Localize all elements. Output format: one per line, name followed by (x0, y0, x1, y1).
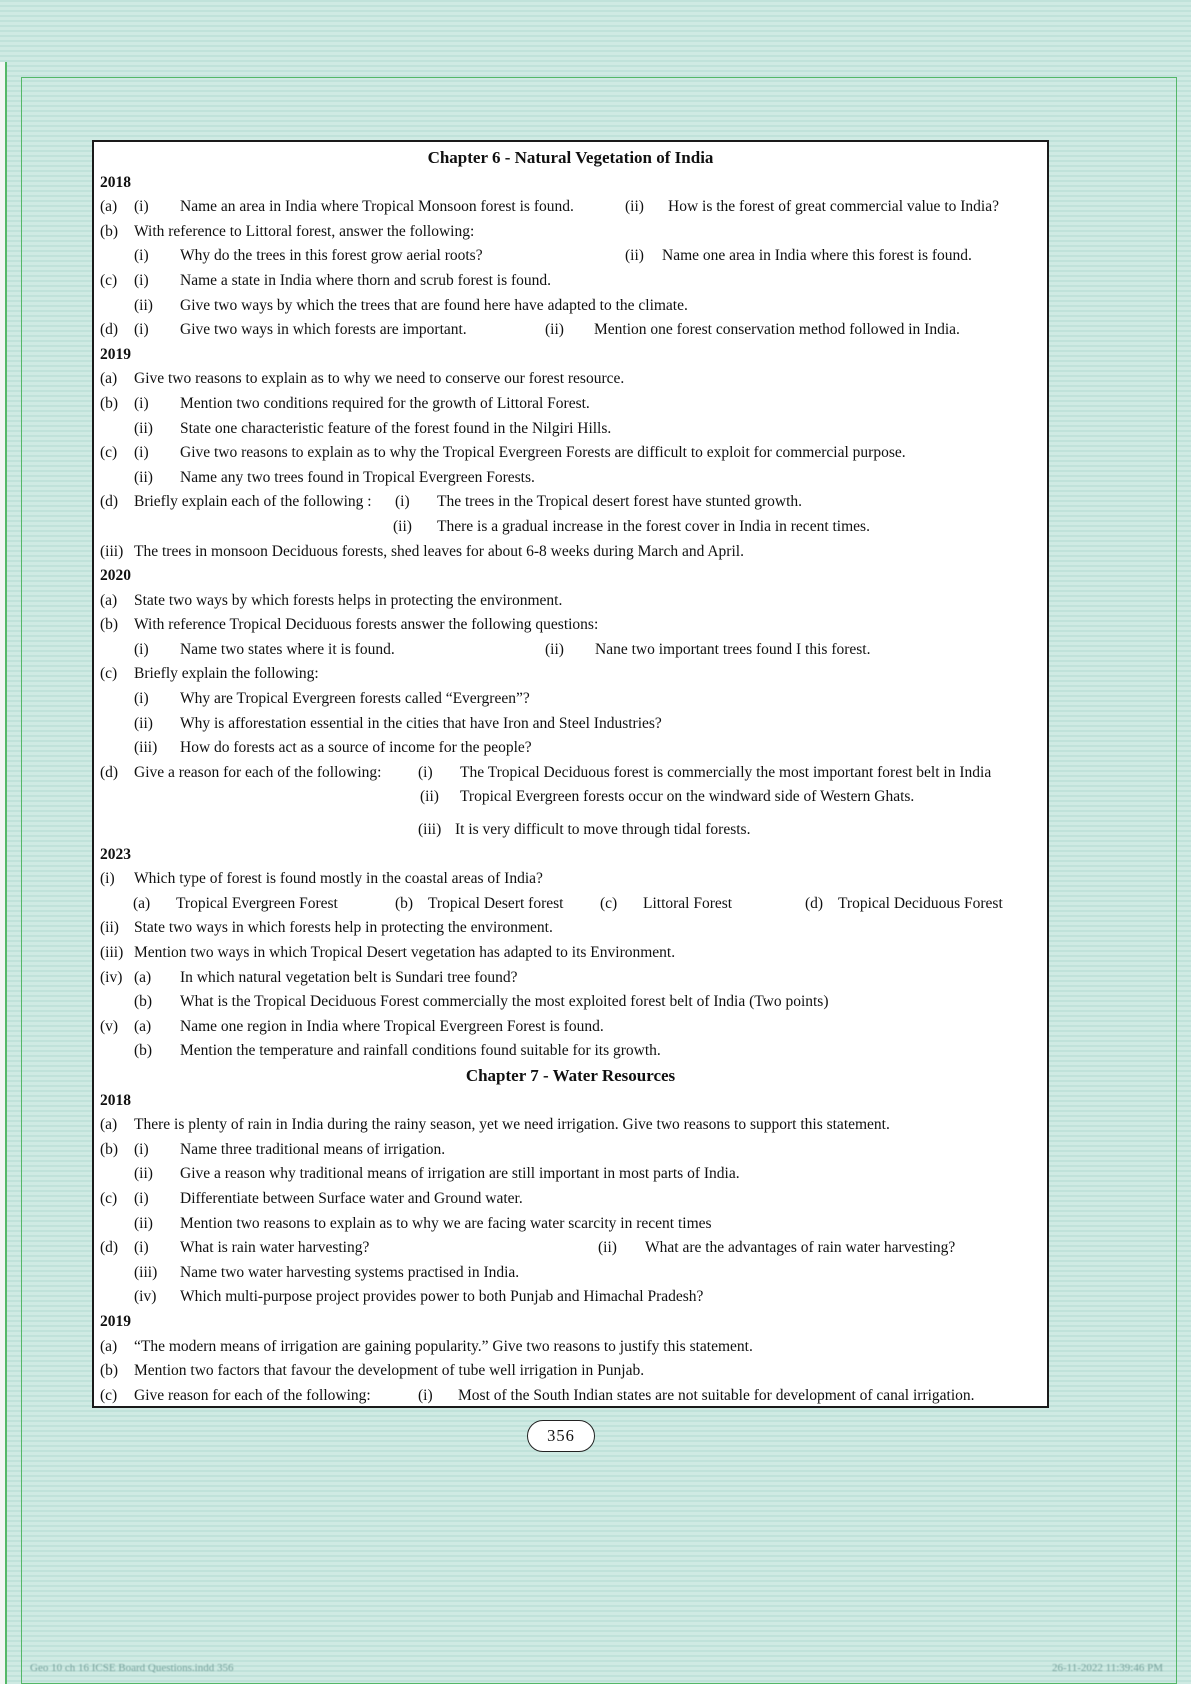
text-segment: Why is afforestation essential in the cities that have Iron and Steel Industries? (180, 714, 662, 732)
text-segment: (iii) (418, 821, 442, 839)
text-segment: Which type of forest is found mostly in the coastal areas of India? (134, 870, 543, 888)
question-line (94, 662, 1047, 687)
page-number: 356 (547, 1426, 575, 1445)
text-segment: (i) (134, 690, 149, 708)
question-line (94, 515, 1047, 540)
question-line (94, 417, 1047, 442)
year-heading: 2019 (100, 1312, 131, 1330)
text-segment: What is rain water harvesting? (180, 1239, 370, 1257)
text-segment: (d) (100, 321, 119, 339)
year-heading: 2020 (100, 567, 131, 585)
question-line (94, 490, 1047, 515)
text-segment: Mention two factors that favour the development of tube well irrigation in Punjab. (134, 1362, 645, 1380)
question-line (94, 294, 1047, 319)
text-segment: (i) (134, 1140, 149, 1158)
footer-filename: Geo 10 ch 16 ICSE Board Questions.indd 356 (30, 1662, 234, 1674)
text-segment: (ii) (625, 247, 644, 265)
text-segment: Give a reason for each of the following: (134, 763, 382, 781)
text-segment: In which natural vegetation belt is Sundari tree found? (180, 968, 518, 986)
question-line (94, 818, 1047, 843)
question-line (94, 1187, 1047, 1212)
question-line (94, 1236, 1047, 1261)
chapter-title: Chapter 7 - Water Resources (465, 1065, 676, 1085)
question-line (94, 990, 1047, 1015)
text-segment: (i) (134, 1189, 149, 1207)
text-segment: Which multi-purpose project provides power to both Punjab and Himachal Pradesh? (180, 1288, 704, 1306)
text-segment: Mention two ways in which Tropical Desert vegetation has adapted to its Environment. (134, 944, 676, 961)
text-segment: How is the forest of great commercial value to India? (668, 198, 999, 216)
question-line (94, 941, 1047, 966)
text-segment: Tropical Evergreen Forest (176, 894, 338, 912)
text-segment: Littoral Forest (643, 894, 733, 912)
scan-left-gutter (0, 62, 7, 1684)
question-line (94, 638, 1047, 663)
question-line (94, 736, 1047, 761)
text-segment: (c) (100, 665, 118, 683)
text-segment: There is plenty of rain in India during the rainy season, yet we need irrigation. Give two reasons to support this statement. (134, 1116, 890, 1134)
text-segment: “The modern means of irrigation are gaining popularity.” Give two reasons to justify this statement. (134, 1337, 753, 1355)
text-segment: Tropical Evergreen forests occur on the windward side of Western Ghats. (460, 788, 915, 806)
text-segment: Name one area in India where this forest is found. (662, 247, 972, 265)
text-segment: (ii) (598, 1239, 617, 1257)
question-line (94, 466, 1047, 491)
question-line (94, 220, 1047, 245)
text-segment: The Tropical Deciduous forest is commercially the most important forest belt in India (460, 763, 992, 781)
chapter-title: Chapter 6 - Natural Vegetation of India (427, 148, 714, 167)
question-line (94, 785, 1047, 810)
text-segment: (ii) (545, 321, 564, 339)
text-segment: (b) (395, 894, 414, 912)
text-segment: (iii) (100, 542, 124, 560)
question-line (94, 441, 1047, 466)
text-segment: Name an area in India where Tropical Monsoon forest is found. (180, 198, 574, 216)
text-segment: (iii) (134, 1263, 158, 1281)
text-segment: Name a state in India where thorn and scrub forest is found. (180, 271, 552, 289)
text-segment: (i) (134, 444, 149, 462)
text-segment: (ii) (134, 419, 153, 437)
text-segment: Name one region in India where Tropical Evergreen Forest is found. (180, 1017, 604, 1035)
text-segment: (a) (100, 1116, 118, 1134)
footer-timestamp: 26-11-2022 11:39:46 PM (1051, 1662, 1163, 1674)
text-segment: (d) (100, 1239, 119, 1257)
text-segment: (i) (100, 870, 115, 888)
text-segment: (a) (100, 591, 118, 609)
text-segment: (b) (100, 222, 119, 240)
question-line (94, 1212, 1047, 1237)
text-segment: (ii) (393, 517, 412, 535)
question-line (94, 916, 1047, 941)
text-segment: (v) (100, 1017, 119, 1035)
text-segment: Mention the temperature and rainfall conditions found suitable for its growth. (180, 1042, 661, 1060)
text-segment: (a) (100, 198, 118, 216)
text-segment: How do forests act as a source of income for the people? (180, 739, 532, 757)
text-segment: It is very difficult to move through tidal forests. (455, 821, 751, 839)
text-segment: Give two ways in which forests are important. (180, 321, 467, 339)
question-line (94, 269, 1047, 294)
question-line (94, 195, 1047, 220)
question-line (94, 1384, 1047, 1409)
text-segment: (iii) (134, 739, 158, 757)
question-line (94, 1113, 1047, 1138)
question-line (94, 687, 1047, 712)
text-segment: State two ways in which forests help in protecting the environment. (134, 919, 553, 937)
text-segment: (i) (418, 1386, 433, 1404)
text-segment: With reference to Littoral forest, answer the following: (134, 222, 475, 240)
text-segment: (a) (134, 968, 152, 986)
content-sheet (92, 140, 1049, 1408)
text-segment: Name two water harvesting systems practised in India. (180, 1263, 520, 1281)
text-segment: (c) (100, 444, 118, 462)
text-segment: (a) (133, 894, 151, 912)
text-segment: (ii) (134, 1165, 153, 1183)
text-segment: Give two reasons to explain as to why the Tropical Evergreen Forests are difficult to exploit for commercial purpose. (180, 444, 906, 462)
text-segment: (c) (100, 1189, 118, 1207)
text-segment: (ii) (134, 468, 153, 486)
question-line (94, 712, 1047, 737)
year-heading: 2023 (100, 845, 131, 863)
text-segment: Name three traditional means of irrigation. (180, 1140, 446, 1158)
text-segment: Give a reason why traditional means of irrigation are still important in most parts of India. (180, 1165, 740, 1183)
text-segment: (c) (100, 271, 118, 289)
text-segment: Tropical Deciduous Forest (838, 894, 1003, 912)
text-segment: (i) (134, 321, 149, 339)
document-lines (94, 142, 1047, 1406)
text-segment: The trees in the Tropical desert forest have stunted growth. (437, 493, 803, 511)
text-segment: (i) (395, 493, 410, 511)
question-line (94, 867, 1047, 892)
text-segment: Name two states where it is found. (180, 640, 395, 658)
question-line (94, 318, 1047, 343)
question-line (94, 540, 1047, 565)
text-segment: State one characteristic feature of the forest found in the Nilgiri Hills. (180, 419, 612, 437)
text-segment: (d) (805, 894, 824, 912)
text-segment: Give reason for each of the following: (134, 1386, 371, 1404)
text-segment: What are the advantages of rain water harvesting? (645, 1239, 956, 1257)
text-segment: Name any two trees found in Tropical Evergreen Forests. (180, 468, 535, 486)
text-segment: State two ways by which forests helps in protecting the environment. (134, 591, 563, 609)
text-segment: (ii) (545, 640, 564, 658)
question-line (94, 1285, 1047, 1310)
text-segment: (c) (600, 894, 618, 912)
text-segment: (b) (134, 993, 153, 1011)
question-line (94, 392, 1047, 417)
text-segment: The trees in monsoon Deciduous forests, shed leaves for about 6-8 weeks during March and April. (134, 542, 744, 560)
text-segment: (i) (134, 640, 149, 658)
text-segment: With reference Tropical Deciduous forests answer the following questions: (134, 616, 599, 634)
text-segment: (ii) (100, 919, 119, 937)
text-segment: Give two ways by which the trees that are found here have adapted to the climate. (180, 296, 688, 314)
text-segment: (i) (134, 247, 149, 265)
text-segment: (d) (100, 763, 119, 781)
text-segment: (i) (134, 198, 149, 216)
question-line (94, 1359, 1047, 1384)
text-segment: (iv) (100, 968, 123, 986)
text-segment: Nane two important trees found I this forest. (595, 640, 871, 658)
text-segment: (ii) (420, 788, 439, 806)
question-line (94, 1138, 1047, 1163)
text-segment: (b) (100, 616, 119, 634)
year-heading: 2018 (100, 173, 131, 191)
question-line (94, 1015, 1047, 1040)
text-segment: (b) (134, 1042, 153, 1060)
text-segment: (b) (100, 1362, 119, 1380)
text-segment: Tropical Desert forest (428, 894, 564, 912)
text-segment: Briefly explain the following: (134, 665, 319, 683)
text-segment: Give two reasons to explain as to why we need to conserve our forest resource. (134, 370, 625, 388)
question-line (94, 589, 1047, 614)
text-segment: (iii) (100, 944, 124, 961)
text-segment: Briefly explain each of the following : (134, 493, 372, 511)
question-line (94, 1335, 1047, 1360)
text-segment: (i) (134, 394, 149, 412)
text-segment: (ii) (134, 296, 153, 314)
question-line (94, 966, 1047, 991)
year-heading: 2018 (100, 1091, 131, 1109)
text-segment: (ii) (134, 714, 153, 732)
text-segment: (a) (100, 1337, 118, 1355)
text-segment: (i) (418, 763, 433, 781)
question-line (94, 367, 1047, 392)
text-segment: Mention two conditions required for the growth of Littoral Forest. (180, 394, 590, 412)
text-segment: Most of the South Indian states are not suitable for development of canal irrigation. (458, 1386, 975, 1404)
text-segment: (iv) (134, 1288, 157, 1306)
text-segment: (i) (134, 1239, 149, 1257)
question-line (94, 1162, 1047, 1187)
question-line (94, 761, 1047, 786)
text-segment: What is the Tropical Deciduous Forest commercially the most exploited forest belt of India (Two points) (180, 993, 829, 1011)
question-line (94, 613, 1047, 638)
text-segment: Why do the trees in this forest grow aerial roots? (180, 247, 483, 265)
text-segment: (b) (100, 1140, 119, 1158)
question-line (94, 892, 1047, 917)
text-segment: (i) (134, 271, 149, 289)
text-segment: There is a gradual increase in the forest cover in India in recent times. (437, 517, 870, 535)
question-line (94, 1039, 1047, 1064)
text-segment: Differentiate between Surface water and Ground water. (180, 1189, 523, 1207)
text-segment: Mention two reasons to explain as to why we are facing water scarcity in recent times (180, 1214, 712, 1232)
text-segment: (ii) (625, 198, 644, 216)
question-line (94, 1261, 1047, 1286)
text-segment: (a) (134, 1017, 152, 1035)
question-line (94, 244, 1047, 269)
text-segment: (a) (100, 370, 118, 388)
text-segment: (b) (100, 394, 119, 412)
text-segment: Why are Tropical Evergreen forests called “Evergreen”? (180, 690, 530, 708)
text-segment: (ii) (134, 1214, 153, 1232)
year-heading: 2019 (100, 345, 131, 363)
text-segment: (d) (100, 493, 119, 511)
text-segment: (c) (100, 1386, 118, 1404)
page-number-badge (527, 1420, 595, 1452)
text-segment: Mention one forest conservation method followed in India. (594, 321, 960, 339)
